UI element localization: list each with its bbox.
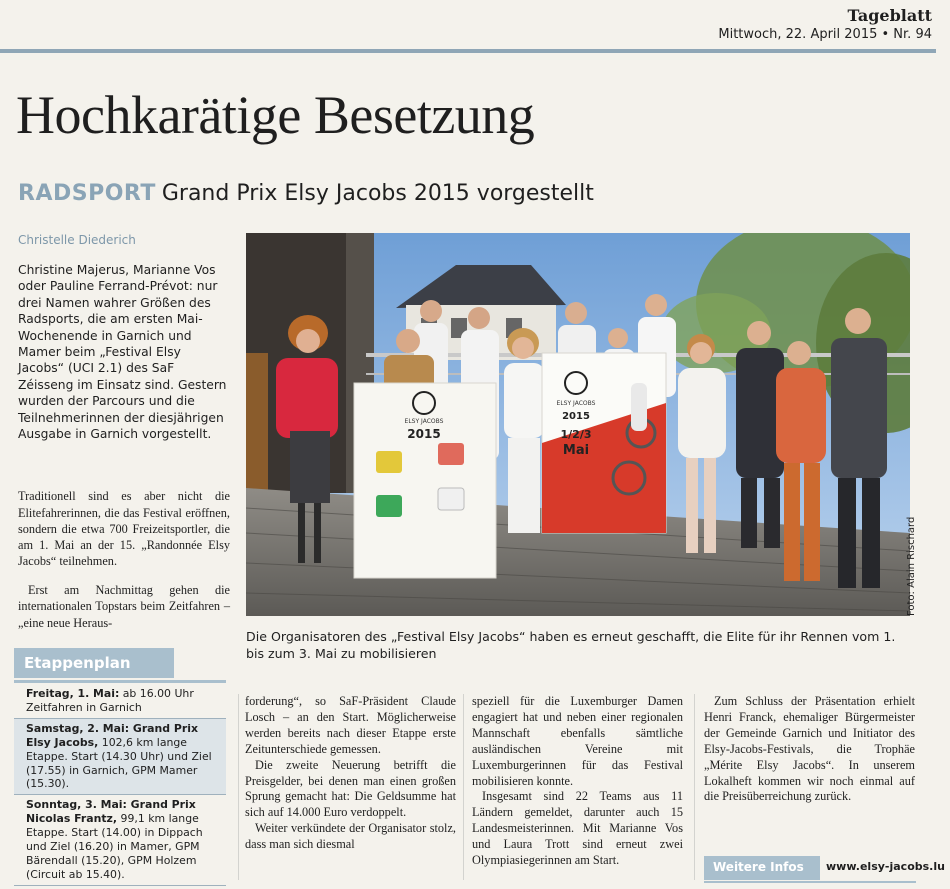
article-column-3 bbox=[472, 694, 683, 869]
poster-right-month: Mai bbox=[562, 443, 590, 458]
column-divider bbox=[463, 694, 464, 880]
poster-left-year: 2015 bbox=[407, 427, 441, 441]
stage-day: Sonntag, 3. Mai: Grand Prix Nicolas Frantz, bbox=[26, 798, 196, 826]
photo-caption: Die Organisatoren des „Festival Elsy Jacobs“ haben es erneut geschafft, die Elite für ihr Rennen vom 1. bis zum 3. Mai zu mobilisieren bbox=[246, 629, 896, 661]
subheadline-text: Grand Prix Elsy Jacobs 2015 vorgestellt bbox=[161, 181, 594, 206]
etappenplan-title: Etappenplan bbox=[24, 654, 131, 672]
column-divider bbox=[694, 694, 695, 880]
body-paragraph: forderung“, so SaF-Präsident Claude Losch – an den Start. Möglicherweise werden bereits nach dieser Etappe erste Zeitunterschiede gemessen. bbox=[245, 694, 456, 756]
poster-right-year: 2015 bbox=[562, 411, 590, 422]
group-photo-illustration bbox=[246, 233, 910, 616]
article-subheadline bbox=[18, 181, 594, 206]
article-lead bbox=[18, 262, 230, 442]
article-column-1 bbox=[18, 476, 230, 643]
stage-item bbox=[14, 719, 226, 796]
author-byline: Christelle Diederich bbox=[18, 233, 136, 247]
section-kicker: RADSPORT bbox=[18, 181, 156, 206]
poster-right-dates: 1/2/3 bbox=[560, 428, 592, 441]
info-label: Weitere Infos bbox=[713, 860, 804, 874]
lead-paragraph: Christine Majerus, Marianne Vos oder Pauline Ferrand-Prévot: nur drei Namen wahrer Größen des Radsports, die am ersten Mai-Wochenende in Garnich und Mamer beim „Festival Elsy Jacobs“ (UCI 2.1) des SaF Zéisseng im Einsatz sind. Gestern wurden der Parcours und die Teilnehmerinnen der diesjährigen Ausgabe in Garnich vorgestellt. bbox=[18, 263, 227, 442]
column-divider bbox=[238, 694, 239, 880]
dateline: Mittwoch, 22. April 2015 • Nr. 94 bbox=[718, 27, 932, 42]
stage-item bbox=[14, 684, 226, 719]
body-paragraph: Die zweite Neuerung betrifft die Preisgelder, bei denen man einen großen Sprung gemacht hat: Die Geldsumme hat sich auf 14.000 Euro verdoppelt. bbox=[245, 757, 456, 820]
body-paragraph: Insgesamt sind 22 Teams aus 11 Ländern gemeldet, darunter auch 15 Landesmeisterinnen. Mit Marianne Vos und Laura Trott sind erneut zwei Olympiasiegerinnen am Start. bbox=[472, 789, 683, 868]
info-url-link[interactable]: www.elsy-jacobs.lu bbox=[826, 860, 945, 873]
etappenplan-header bbox=[14, 648, 174, 678]
stage-day: Samstag, 2. Mai: Grand Prix Elsy Jacobs, bbox=[26, 721, 198, 749]
etappenplan-list bbox=[14, 684, 226, 886]
poster-right bbox=[542, 353, 666, 533]
stage-text: ab 16.00 Uhr Zeitfahren in Garnich bbox=[26, 687, 194, 714]
poster-right-brand: ELSY JACOBS bbox=[556, 400, 596, 407]
header-rule bbox=[0, 49, 936, 53]
body-paragraph: Weiter verkündete der Organisator stolz, dass man sich diesmal bbox=[245, 821, 456, 852]
body-paragraph: Erst am Nachmittag gehen die internationalen Topstars beim Zeitfahren – „eine neue Heraus- bbox=[18, 583, 230, 630]
info-rule bbox=[704, 881, 916, 883]
stage-item bbox=[14, 795, 226, 885]
body-paragraph: speziell für die Luxemburger Damen engagiert hat und neben einer regionalen Mannschaft ebenfalls sämtliche ausländischen Vereine mit Luxemburgerinnen für das Festival mobilisieren konnte. bbox=[472, 694, 683, 788]
article-column-4 bbox=[704, 694, 915, 805]
article-photo bbox=[246, 233, 910, 616]
newspaper-brand: Tageblatt bbox=[847, 6, 932, 25]
info-box bbox=[704, 856, 820, 880]
stage-text: 102,6 km lange Etappe. Start (14.30 Uhr) und Ziel (17.55) in Garnich, GPM Mamer (15.30). bbox=[26, 735, 212, 791]
etappenplan-rule bbox=[14, 680, 226, 683]
body-paragraph: Traditionell sind es aber nicht die Elitefahrerinnen, die das Festival eröffnen, sondern die etwa 700 Freizeitsportler, die am 1. Mai an der 15. „Randonnée Elsy Jacobs“ teilnehmen. bbox=[18, 489, 230, 569]
poster-left-brand: ELSY JACOBS bbox=[404, 418, 444, 425]
article-column-2 bbox=[245, 694, 456, 853]
stage-day: Freitag, 1. Mai: bbox=[26, 687, 120, 700]
photo-credit: Foto: Alain Rischard bbox=[906, 516, 917, 616]
stage-text: 99,1 km lange Etappe. Start (14.00) in Dippach und Ziel (16.20) in Mamer, GPM Bärendall (15.20), GPM Holzem (Circuit ab 15.40). bbox=[26, 812, 203, 881]
article-headline: Hochkarätige Besetzung bbox=[16, 85, 535, 145]
poster-left bbox=[354, 383, 496, 578]
body-paragraph: Zum Schluss der Präsentation erhielt Henri Franck, ehemaliger Bürgermeister der Gemeinde Garnich und Initiator des Elsy-Jacobs-Festivals, die Trophäe „Mérite Elsy Jacobs“. In unserem Lokalheft kommen wir noch einmal auf die Preisüberreichung zurück. bbox=[704, 694, 915, 804]
